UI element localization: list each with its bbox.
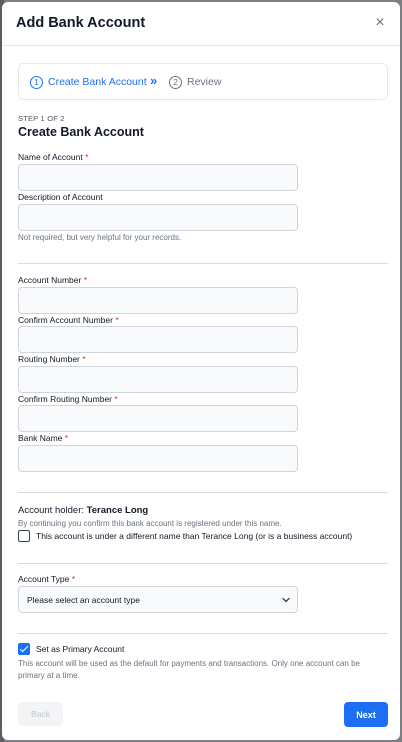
required-mark: * xyxy=(82,354,86,364)
account-type-selected-value: Please select an account type xyxy=(27,595,140,605)
step-number-1: 1 xyxy=(30,76,43,89)
step-kicker: STEP 1 OF 2 xyxy=(18,114,65,123)
primary-account-row[interactable] xyxy=(18,643,124,655)
primary-account-checkbox[interactable] xyxy=(18,643,30,655)
confirm-routing-number-label-text: Confirm Routing Number xyxy=(18,394,113,404)
required-mark: * xyxy=(83,275,87,285)
routing-number-label-text: Routing Number xyxy=(18,354,80,364)
account-holder-line xyxy=(18,505,148,516)
confirm-account-number-input[interactable] xyxy=(18,326,298,353)
bank-name-label xyxy=(18,433,68,443)
confirm-account-number-label-text: Confirm Account Number xyxy=(18,315,113,325)
step-label-2: Review xyxy=(187,76,222,88)
account-holder-name: Terance Long xyxy=(86,505,149,516)
description-help-text: Not required, but very helpful for your records. xyxy=(18,233,182,242)
different-name-checkbox[interactable] xyxy=(18,530,30,542)
step-label-1: Create Bank Account xyxy=(48,76,147,88)
step-review[interactable] xyxy=(169,74,221,90)
account-number-input[interactable] xyxy=(18,287,298,314)
name-of-account-input[interactable] xyxy=(18,164,298,191)
section-title: Create Bank Account xyxy=(18,125,144,139)
different-name-row[interactable] xyxy=(18,530,352,542)
description-of-account-label: Description of Account xyxy=(18,192,103,202)
stepper xyxy=(18,63,388,100)
chevron-down-icon xyxy=(281,595,291,605)
bank-name-label-text: Bank Name xyxy=(18,433,63,443)
required-mark: * xyxy=(114,394,118,404)
routing-number-input[interactable] xyxy=(18,366,298,393)
routing-number-label xyxy=(18,354,86,364)
step-number-2: 2 xyxy=(169,76,182,89)
account-holder-prefix: Account holder: xyxy=(18,505,85,516)
add-bank-account-modal xyxy=(2,2,400,740)
double-chevron-right-icon: » xyxy=(150,73,156,88)
account-type-label-text: Account Type xyxy=(18,574,70,584)
bank-name-input[interactable] xyxy=(18,445,298,472)
account-type-label xyxy=(18,574,75,584)
account-number-label xyxy=(18,275,87,285)
name-of-account-label xyxy=(18,152,88,162)
confirm-routing-number-input[interactable] xyxy=(18,405,298,432)
required-mark: * xyxy=(64,433,69,443)
primary-account-help: This account will be used as the default for payments and transactions. Only one account can be primary at a time. xyxy=(18,659,360,680)
next-button[interactable]: Next xyxy=(344,702,388,727)
different-name-label: This account is under a different name than Terance Long (or is a business account) xyxy=(36,531,353,541)
confirm-routing-number-label xyxy=(18,394,118,404)
primary-account-label: Set as Primary Account xyxy=(36,644,125,654)
divider xyxy=(18,633,388,634)
required-mark: * xyxy=(85,152,89,162)
confirm-account-number-label xyxy=(18,315,119,325)
back-button[interactable]: Back xyxy=(18,702,63,726)
account-number-label-text: Account Number xyxy=(18,275,82,285)
close-icon[interactable]: × xyxy=(375,14,385,31)
divider xyxy=(18,563,388,564)
modal-header xyxy=(2,2,400,46)
required-mark: * xyxy=(115,315,119,325)
account-type-select[interactable] xyxy=(18,586,298,613)
account-holder-confirm-text: By continuing you confirm this bank account is registered under this name. xyxy=(18,519,282,528)
name-of-account-label-text: Name of Account xyxy=(18,152,83,162)
step-create-bank-account[interactable] xyxy=(30,74,147,90)
divider xyxy=(18,263,388,264)
modal-title: Add Bank Account xyxy=(16,15,146,31)
divider xyxy=(18,492,388,493)
description-of-account-input[interactable] xyxy=(18,204,298,231)
required-mark: * xyxy=(71,574,76,584)
